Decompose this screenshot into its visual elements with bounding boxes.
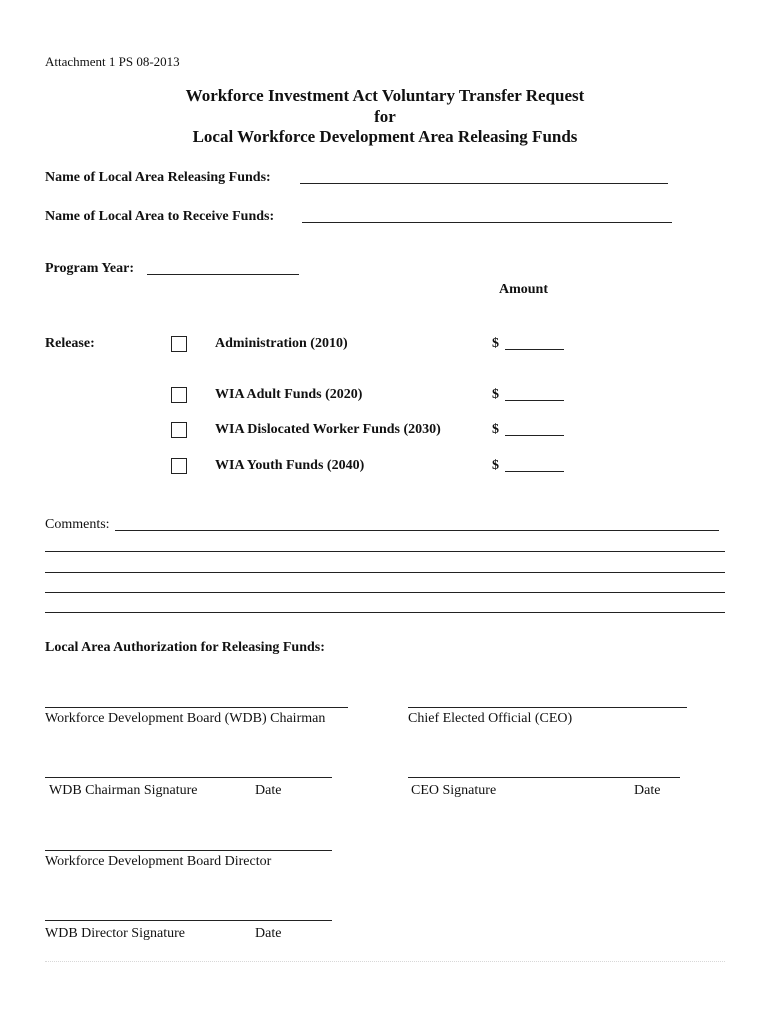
amount-field-administration[interactable]: [505, 349, 564, 350]
wdb-chairman-date-label: Date: [255, 783, 282, 798]
comments-line-4[interactable]: [45, 592, 725, 593]
receiving-area-label: Name of Local Area to Receive Funds:: [45, 209, 275, 224]
comments-line-1[interactable]: [115, 530, 719, 531]
authorization-heading: Local Area Authorization for Releasing Funds:: [45, 640, 325, 655]
wdb-director-signature-label: WDB Director Signature: [45, 926, 185, 941]
program-year-field[interactable]: [147, 274, 299, 275]
form-title-line-3: Local Workforce Development Area Releasing Funds: [192, 127, 578, 146]
releasing-area-label: Name of Local Area Releasing Funds:: [45, 170, 271, 185]
release-item-administration: Administration (2010): [215, 336, 348, 351]
ceo-label: Chief Elected Official (CEO): [408, 711, 573, 726]
checkbox-administration[interactable]: [171, 336, 187, 352]
currency-symbol: $: [492, 458, 499, 473]
attachment-label: Attachment 1 PS 08-2013: [45, 54, 180, 69]
wdb-director-date-label: Date: [255, 926, 282, 941]
form-title-line-1: Workforce Investment Act Voluntary Transfer Request: [185, 86, 585, 105]
form-title-line-2: for: [374, 107, 396, 126]
page-footer-rule: [45, 961, 725, 962]
ceo-signature-line[interactable]: [408, 777, 680, 778]
ceo-date-label: Date: [634, 783, 661, 798]
checkbox-dislocated-worker-funds[interactable]: [171, 422, 187, 438]
ceo-name-line[interactable]: [408, 707, 687, 708]
comments-label: Comments:: [45, 517, 110, 532]
wdb-chairman-label: Workforce Development Board (WDB) Chairman: [45, 711, 326, 726]
wdb-chairman-signature-label: WDB Chairman Signature: [49, 783, 198, 798]
currency-symbol: $: [492, 387, 499, 402]
ceo-signature-label: CEO Signature: [411, 783, 497, 798]
currency-symbol: $: [492, 422, 499, 437]
release-item-youth-funds: WIA Youth Funds (2040): [215, 458, 365, 473]
comments-line-3[interactable]: [45, 572, 725, 573]
release-item-adult-funds: WIA Adult Funds (2020): [215, 387, 363, 402]
amount-field-dislocated-worker-funds[interactable]: [505, 435, 564, 436]
amount-header: Amount: [499, 282, 549, 297]
wdb-director-signature-line[interactable]: [45, 920, 332, 921]
amount-field-youth-funds[interactable]: [505, 471, 564, 472]
release-label: Release:: [45, 336, 95, 351]
wdb-chairman-signature-line[interactable]: [45, 777, 332, 778]
wdb-director-name-line[interactable]: [45, 850, 332, 851]
amount-field-adult-funds[interactable]: [505, 400, 564, 401]
checkbox-adult-funds[interactable]: [171, 387, 187, 403]
wdb-chairman-name-line[interactable]: [45, 707, 348, 708]
receiving-area-field[interactable]: [302, 222, 672, 223]
checkbox-youth-funds[interactable]: [171, 458, 187, 474]
releasing-area-field[interactable]: [300, 183, 668, 184]
currency-symbol: $: [492, 336, 499, 351]
wdb-director-label: Workforce Development Board Director: [45, 854, 272, 869]
program-year-label: Program Year:: [45, 261, 135, 276]
release-item-dislocated-worker-funds: WIA Dislocated Worker Funds (2030): [215, 422, 441, 437]
comments-line-5[interactable]: [45, 612, 725, 613]
comments-line-2[interactable]: [45, 551, 725, 552]
